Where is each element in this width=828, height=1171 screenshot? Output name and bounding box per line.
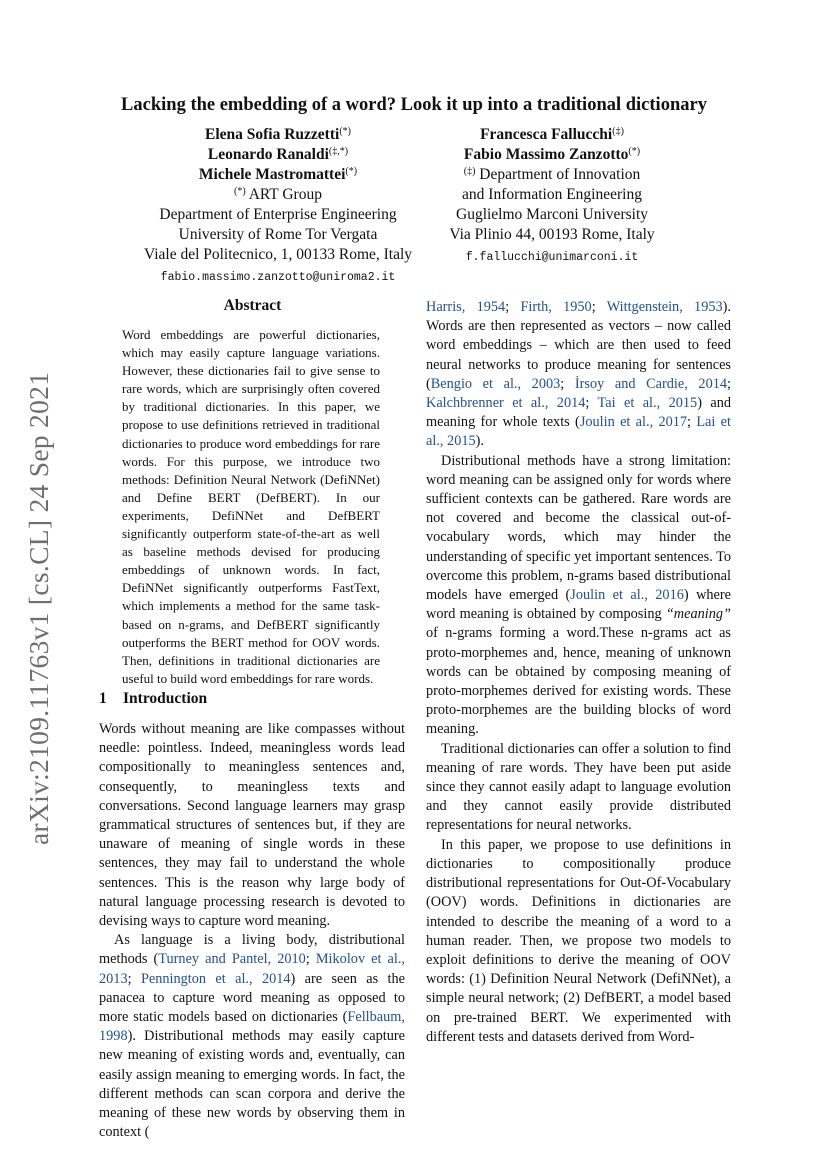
author-name: Michele Mastromattei(*) <box>198 166 358 183</box>
author-name: Francesca Fallucchi(‡) <box>480 126 624 143</box>
citation-link[interactable]: Mikolov et al., 2013 <box>99 951 405 987</box>
paragraph: Words without meaning are like compasses without needle: pointless. Indeed, meaningless words lead compositionally to meaningless sentences and, consequently, to meaningless texts and conversations. Second language learners may grasp grammatical structures of sentences but, if they are unaware of meaning of single words in these sentences, they may fail to understand the whole sentences. This is the reason why large body of natural language processing research is devoted to devising ways to capture word meaning. <box>99 721 405 930</box>
paper-title: Lacking the embedding of a word? Look it up into a traditional dictionary <box>121 95 707 115</box>
section-heading: 1 Introduction <box>99 690 208 707</box>
affiliation-line: (*) ART Group <box>234 186 322 203</box>
citation-link[interactable]: Bengio et al., 2003 <box>430 375 561 392</box>
paragraph: Distributional methods have a strong limitation: word meaning can be assigned only for words where sufficient contexts can be gathered. Rare words are not covered and become the classical out-of-vocabulary words, which may hinder the understanding of specific yet important sentences. To overcome this problem, n-grams based distributional models have emerged (Joulin et al., 2016) where word meaning is obtained by composing “meaning” of n-grams forming a word.These n-grams act as proto-morphemes and, hence, meaning of unknown words can be obtained by composing meaning of proto-morphemes derived for existing words. These proto-morphemes are the building blocks of word meaning. <box>426 452 731 738</box>
affiliation-line: Department of Enterprise Engineering <box>159 206 397 223</box>
citation-link[interactable]: Tai et al., 2015 <box>597 395 698 412</box>
citation-link[interactable]: Joulin et al., 2017 <box>579 414 688 431</box>
abstract-heading: Abstract <box>223 297 282 314</box>
paragraph: In this paper, we propose to use definitions in dictionaries to compositionally produce distributional representations for Out-Of-Vocabulary (OOV) words. Definitions in dictionaries are intended to describe the meaning of a word to a human reader. Then, we propose two models to exploit definitions to derive the meaning of OOV words: (1) Definition Neural Network (DefiNNet), a simple neural network; (2) DefBERT, a model based on pre-trained BERT. We experimented with different tests and datasets derived from Word- <box>426 836 731 1045</box>
body-column-left <box>99 720 405 1142</box>
citation-link[interactable]: Turney and Pantel, 2010 <box>158 951 306 968</box>
citation-link[interactable]: Fellbaum, 1998 <box>99 1009 405 1045</box>
affiliation-line: Viale del Politecnico, 1, 00133 Rome, Italy <box>143 246 413 263</box>
citation-link[interactable]: Kalchbrenner et al., 2014 <box>426 395 586 412</box>
arxiv-stamp: arXiv:2109.11763v1 [cs.CL] 24 Sep 2021 <box>23 371 54 845</box>
citation-link[interactable]: Firth, 1950 <box>520 299 592 315</box>
author-name: Leonardo Ranaldi(‡,*) <box>207 146 349 163</box>
paragraph: Traditional dictionaries can offer a solution to find meaning of rare words. They have been put aside since they cannot easily adapt to language evolution and they cannot easily provide distributed representations for neural networks. <box>426 740 731 834</box>
author-email[interactable]: f.fallucchi@unimarconi.it <box>465 251 639 264</box>
author-name: Fabio Massimo Zanzotto(*) <box>463 146 641 163</box>
affiliation-line: University of Rome Tor Vergata <box>178 226 378 243</box>
affiliation-line: Guglielmo Marconi University <box>456 206 648 223</box>
citation-link[interactable]: Wittgenstein, 1953 <box>606 299 723 315</box>
paragraph: Harris, 1954; Firth, 1950; Wittgenstein, 1953). Words are then represented as vectors – now called word embeddings – which are then used to feed neural networks to produce meaning for sentences (Bengio et al., 2003; İrsoy and Cardie, 2014; Kalchbrenner et al., 2014; Tai et al., 2015) and meaning for whole texts (Joulin et al., 2017; Lai et al., 2015). <box>426 299 731 450</box>
citation-link[interactable]: Lai et al., 2015 <box>426 414 731 450</box>
abstract-text: Word embeddings are powerful dictionaries, which may easily capture language variations. However, these dictionaries fail to give sense to rare words, which are surprisingly often covered by traditional dictionaries. In this paper, we propose to use definitions retrieved in traditional dictionaries to produce word embeddings for rare words. For this purpose, we introduce two methods: Definition Neural Network (DefiNNet) and Define BERT (DefBERT). In our experiments, DefiNNet and DefBERT significantly outperform state-of-the-art as well as baseline methods devised for producing embeddings of unknown words. In fact, DefiNNet significantly outperforms FastText, which implements a method for the same task-based on n-grams, and DefBERT significantly outperforms the BERT method for OOV words. Then, definitions in traditional dictionaries are useful to build word embeddings for rare words. <box>122 327 380 686</box>
citation-link[interactable]: Harris, 1954 <box>426 299 506 315</box>
affiliation-line: and Information Engineering <box>462 186 642 203</box>
author-email[interactable]: fabio.massimo.zanzotto@uniroma2.it <box>160 271 396 284</box>
citation-link[interactable]: İrsoy and Cardie, 2014 <box>574 375 728 392</box>
author-block-left <box>128 125 428 288</box>
author-name: Elena Sofia Ruzzetti(*) <box>205 126 351 143</box>
body-column-right <box>426 298 731 1047</box>
author-block-right <box>432 125 672 268</box>
paragraph: As language is a living body, distributional methods (Turney and Pantel, 2010; Mikolov et al., 2013; Pennington et al., 2014) are seen as the panacea to capture word meaning as opposed to more static models based on dictionaries (Fellbaum, 1998). Distributional methods may easily capture new meaning of existing words and, eventually, can easily assign meaning to emerging words. In fact, the different methods can scan corpora and derive the meaning of these new words by observing them in context ( <box>99 932 406 1141</box>
citation-link[interactable]: Pennington et al., 2014 <box>140 970 291 987</box>
affiliation-line: (‡) Department of Innovation <box>463 166 641 183</box>
citation-link[interactable]: Joulin et al., 2016 <box>570 587 684 604</box>
affiliation-line: Via Plinio 44, 00193 Rome, Italy <box>449 226 655 243</box>
